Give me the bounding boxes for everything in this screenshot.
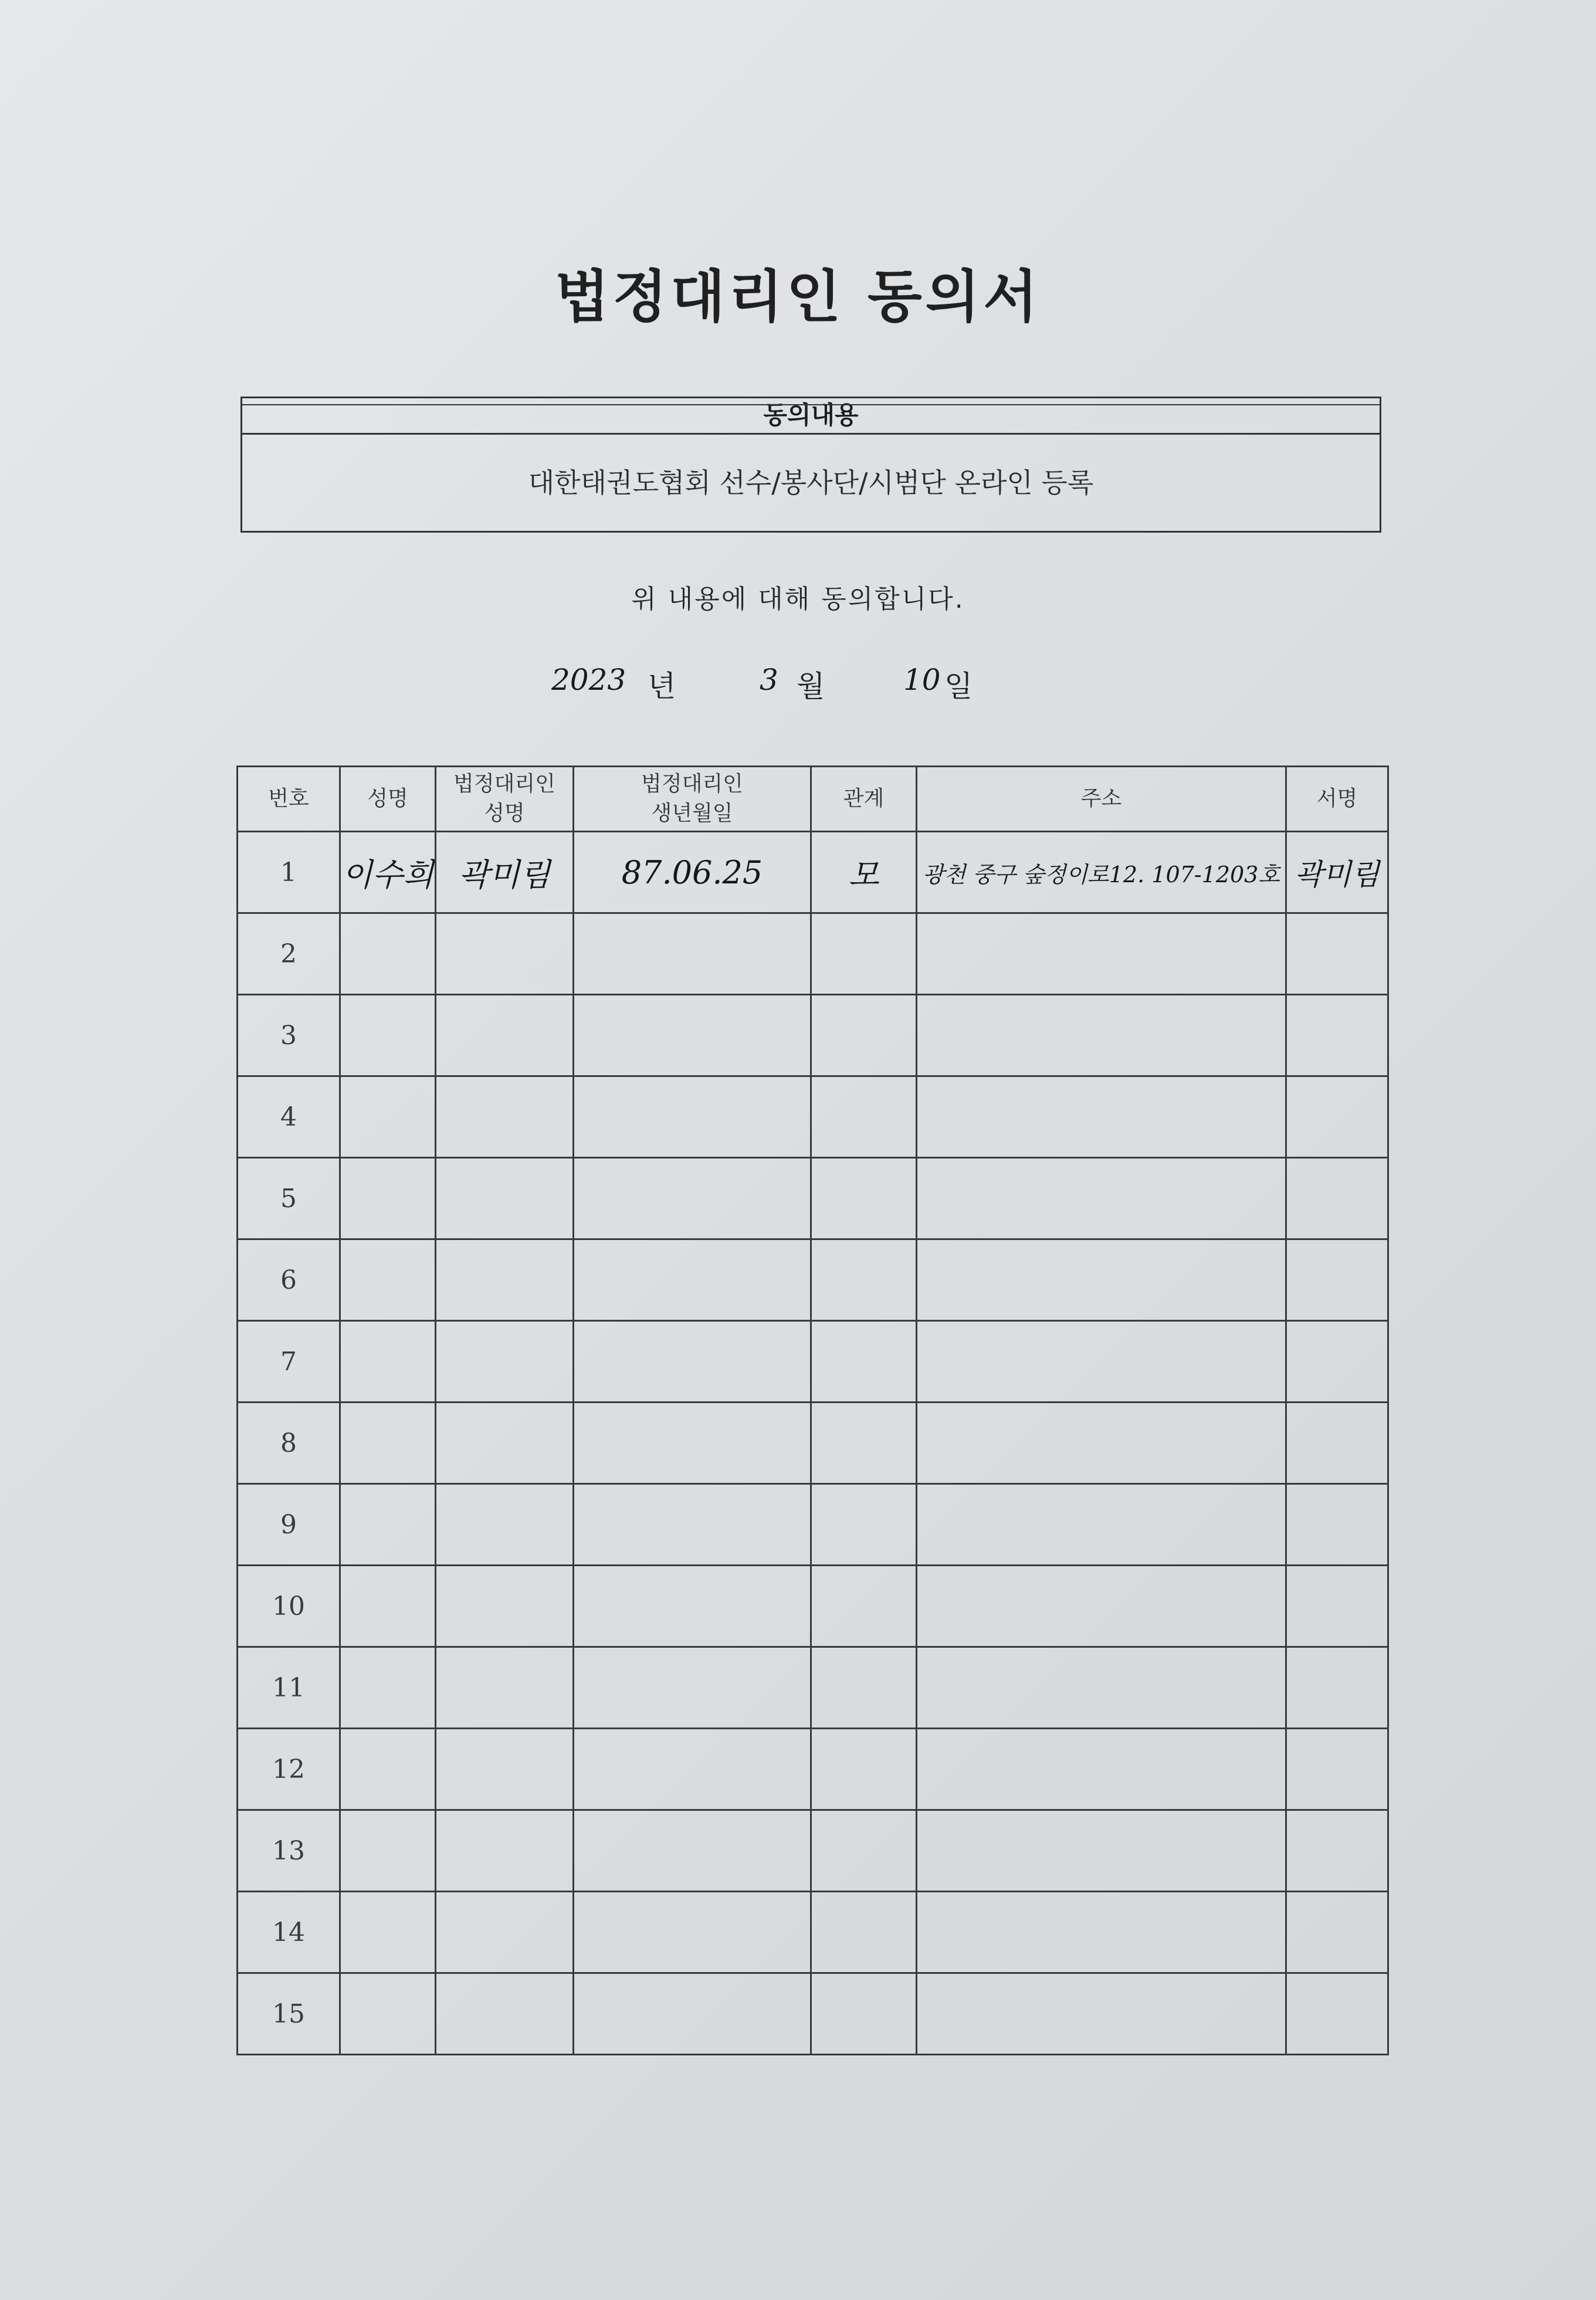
header-guardian-name: 법정대리인 성명 (436, 767, 574, 832)
registration-table (236, 765, 1389, 2055)
cell-number: 5 (238, 1158, 340, 1239)
cell-name (340, 1973, 436, 2055)
cell-number: 12 (238, 1729, 340, 1810)
date-month: 3 (760, 663, 778, 697)
cell-signature (1286, 1321, 1388, 1403)
cell-number: 10 (238, 1566, 340, 1647)
cell-signature (1286, 1403, 1388, 1484)
table-row (238, 1403, 1388, 1484)
cell-signature (1286, 1810, 1388, 1892)
table-row (238, 1647, 1388, 1729)
cell-guardian-birthdate (574, 1647, 811, 1729)
cell-relation (811, 1810, 917, 1892)
consent-header: 동의내용 (242, 398, 1380, 435)
cell-signature (1286, 1892, 1388, 1973)
cell-address (917, 1810, 1286, 1892)
cell-guardian-name (436, 1484, 574, 1566)
table-row (238, 832, 1388, 913)
cell-address (917, 913, 1286, 995)
header-name: 성명 (340, 767, 436, 832)
cell-relation: 모 (811, 832, 917, 913)
page-title: 법정대리인 동의서 (554, 264, 1042, 330)
cell-guardian-birthdate (574, 1076, 811, 1158)
cell-number: 1 (238, 832, 340, 913)
cell-guardian-name (436, 1647, 574, 1729)
cell-relation (811, 1403, 917, 1484)
cell-number: 11 (238, 1647, 340, 1729)
cell-number: 4 (238, 1076, 340, 1158)
cell-guardian-name (436, 1321, 574, 1403)
cell-signature (1286, 1729, 1388, 1810)
table-row (238, 1076, 1388, 1158)
cell-guardian-birthdate (574, 1729, 811, 1810)
cell-address (917, 1158, 1286, 1239)
cell-guardian-birthdate (574, 1810, 811, 1892)
cell-address (917, 1484, 1286, 1566)
cell-signature: 곽미림 (1286, 832, 1388, 913)
cell-number: 3 (238, 995, 340, 1076)
header-address: 주소 (917, 767, 1286, 832)
cell-relation (811, 1484, 917, 1566)
cell-relation (811, 1076, 917, 1158)
cell-address (917, 1892, 1286, 1973)
cell-guardian-name (436, 1729, 574, 1810)
cell-guardian-name (436, 913, 574, 995)
cell-relation (811, 1321, 917, 1403)
cell-relation (811, 1158, 917, 1239)
cell-guardian-birthdate: 87.06.25 (574, 832, 811, 913)
date-month-label: 월 (797, 669, 825, 703)
cell-number: 13 (238, 1810, 340, 1892)
consent-box (240, 397, 1381, 533)
date-day: 10 (903, 663, 941, 697)
cell-name (340, 995, 436, 1076)
cell-guardian-birthdate (574, 995, 811, 1076)
table-row (238, 1810, 1388, 1892)
table-row (238, 1973, 1388, 2055)
consent-body: 대한태권도협회 선수/봉사단/시범단 온라인 등록 (528, 467, 1094, 499)
cell-relation (811, 1729, 917, 1810)
cell-name (340, 1647, 436, 1729)
table-body (238, 832, 1388, 2055)
cell-name (340, 1076, 436, 1158)
cell-guardian-name: 곽미림 (436, 832, 574, 913)
cell-guardian-birthdate (574, 913, 811, 995)
cell-signature (1286, 1239, 1388, 1321)
cell-guardian-birthdate (574, 1158, 811, 1239)
cell-guardian-birthdate (574, 1892, 811, 1973)
cell-relation (811, 1647, 917, 1729)
cell-signature (1286, 1484, 1388, 1566)
cell-number: 7 (238, 1321, 340, 1403)
cell-address (917, 1321, 1286, 1403)
cell-number: 8 (238, 1403, 340, 1484)
cell-guardian-name (436, 1239, 574, 1321)
cell-address (917, 1076, 1286, 1158)
table-row (238, 1239, 1388, 1321)
cell-guardian-birthdate (574, 1566, 811, 1647)
cell-name (340, 1810, 436, 1892)
cell-guardian-birthdate (574, 1239, 811, 1321)
cell-name: 이수희 (340, 832, 436, 913)
header-number: 번호 (238, 767, 340, 832)
cell-signature (1286, 1566, 1388, 1647)
cell-address (917, 1403, 1286, 1484)
table-row (238, 1158, 1388, 1239)
cell-address (917, 1239, 1286, 1321)
cell-number: 14 (238, 1892, 340, 1973)
cell-name (340, 1239, 436, 1321)
table-row (238, 1484, 1388, 1566)
cell-relation (811, 1973, 917, 2055)
cell-name (340, 1729, 436, 1810)
cell-name (340, 913, 436, 995)
cell-name (340, 1892, 436, 1973)
cell-relation (811, 913, 917, 995)
cell-relation (811, 1566, 917, 1647)
cell-address: 광천 중구 숲정이로12. 107-1203호 (917, 832, 1286, 913)
date-year: 2023 (551, 663, 626, 697)
cell-signature (1286, 995, 1388, 1076)
cell-guardian-name (436, 1403, 574, 1484)
cell-guardian-name (436, 995, 574, 1076)
cell-guardian-name (436, 1566, 574, 1647)
table-row (238, 995, 1388, 1076)
cell-address (917, 1566, 1286, 1647)
cell-name (340, 1321, 436, 1403)
cell-guardian-name (436, 1076, 574, 1158)
date-year-label: 년 (648, 669, 676, 703)
cell-relation (811, 995, 917, 1076)
cell-name (340, 1158, 436, 1239)
cell-address (917, 1729, 1286, 1810)
cell-signature (1286, 1647, 1388, 1729)
cell-guardian-name (436, 1810, 574, 1892)
cell-signature (1286, 1158, 1388, 1239)
cell-guardian-birthdate (574, 1403, 811, 1484)
cell-address (917, 1973, 1286, 2055)
cell-guardian-birthdate (574, 1484, 811, 1566)
cell-number: 9 (238, 1484, 340, 1566)
cell-signature (1286, 913, 1388, 995)
cell-signature (1286, 1973, 1388, 2055)
cell-number: 6 (238, 1239, 340, 1321)
cell-guardian-name (436, 1892, 574, 1973)
table-row (238, 1566, 1388, 1647)
cell-address (917, 1647, 1286, 1729)
cell-number: 15 (238, 1973, 340, 2055)
cell-name (340, 1484, 436, 1566)
date-day-label: 일 (944, 669, 973, 703)
header-signature: 서명 (1286, 767, 1388, 832)
cell-guardian-name (436, 1973, 574, 2055)
header-guardian-birthdate: 법정대리인 생년월일 (574, 767, 811, 832)
table-row (238, 1729, 1388, 1810)
cell-guardian-name (436, 1158, 574, 1239)
table-header-row (238, 767, 1388, 832)
table-row (238, 1321, 1388, 1403)
agree-statement: 위 내용에 대해 동의합니다. (631, 584, 965, 614)
header-relation: 관계 (811, 767, 917, 832)
table-row (238, 913, 1388, 995)
cell-guardian-birthdate (574, 1973, 811, 2055)
cell-relation (811, 1892, 917, 1973)
table-row (238, 1892, 1388, 1973)
cell-guardian-birthdate (574, 1321, 811, 1403)
cell-name (340, 1403, 436, 1484)
cell-relation (811, 1239, 917, 1321)
cell-name (340, 1566, 436, 1647)
cell-number: 2 (238, 913, 340, 995)
cell-signature (1286, 1076, 1388, 1158)
cell-address (917, 995, 1286, 1076)
